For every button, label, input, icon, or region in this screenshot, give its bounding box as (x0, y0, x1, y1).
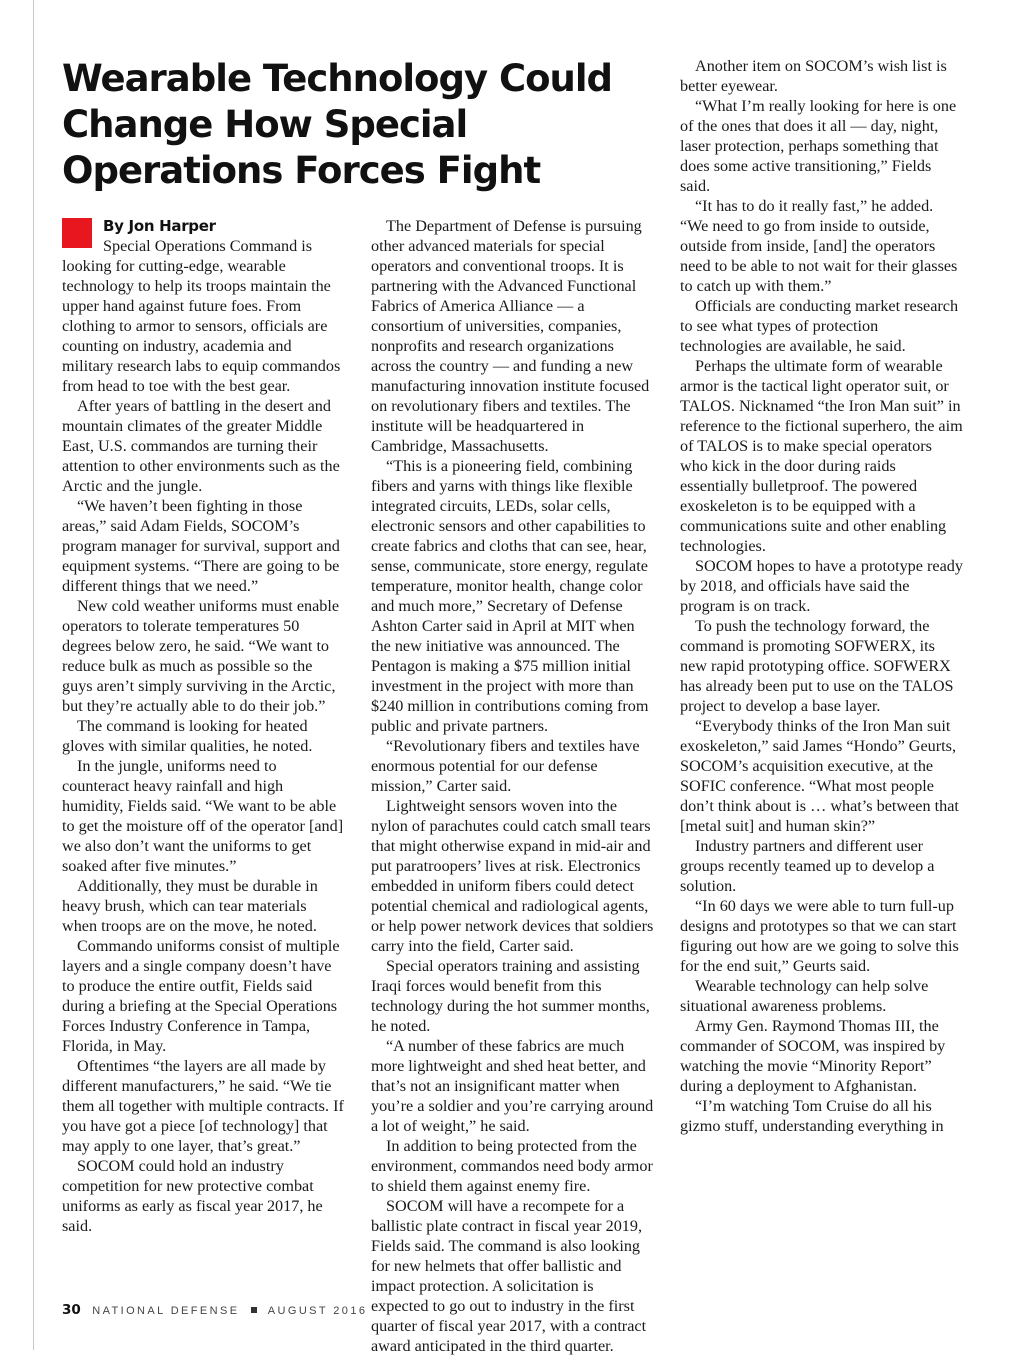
article-paragraph: Lightweight sensors woven into the nylon of parachutes could catch small tears that might otherwise expand in mid-air and put paratroopers’ lives at risk. Electronics embedded in uniform fibers could detect potential chemical and radiological agents, or help power network devices that soldiers carry into the field, Carter said. (371, 797, 654, 955)
page-number: 30 (62, 1302, 81, 1318)
article-paragraph: In addition to being protected from the environment, commandos need body armor to shield them against enemy fire. (371, 1137, 653, 1195)
article-paragraph: “It has to do it really fast,” he added. “We need to go from inside to outside, outside from inside, [and] the operators need to be able to not wait for their glasses to catch up with them.” (680, 197, 958, 295)
article-paragraph: Special operators training and assisting Iraqi forces would benefit from this technology during the hot summer months, he noted. (371, 957, 650, 1035)
article-paragraph: Industry partners and different user groups recently teamed up to develop a solution. (680, 837, 935, 895)
issue-date: AUGUST 2016 (267, 1305, 368, 1317)
article-paragraph: “What I’m really looking for here is one of the ones that does it all — day, night, laser protection, perhaps something that does some active transitioning,” Fields said. (680, 97, 957, 195)
article-paragraph: After years of battling in the desert and mountain climates of the greater Middle East, U.S. commandos are turning their attention to other environments such as the Arctic and the jungle. (62, 397, 340, 495)
article-paragraph: SOCOM will have a recompete for a ballistic plate contract in fiscal year 2019, Fields said. The command is also looking for new helmets that offer ballistic and impact protection. A solicitation is expected to go out to industry in the first quarter of fiscal year 2017, with a contract award anticipated in the third quarter. (371, 1197, 647, 1355)
article-paragraph: “In 60 days we were able to turn full-up designs and prototypes so that we can start figuring out how are we going to solve this for the end suit,” Geurts said. (680, 897, 959, 975)
article-paragraph: “A number of these fabrics are much more lightweight and shed heat better, and that’s not an insignificant matter when you’re a soldier and you’re carrying around a lot of weight,” he said. (371, 1037, 654, 1135)
article-paragraph: SOCOM hopes to have a prototype ready by 2018, and officials have said the program is on track. (680, 557, 963, 615)
page-edge-rule (33, 0, 34, 1350)
red-square-icon (62, 218, 92, 248)
article-column-2 (371, 216, 654, 1356)
article-paragraph: Another item on SOCOM’s wish list is better eyewear. (680, 57, 947, 95)
article-paragraph: “Revolutionary fibers and textiles have enormous potential for our defense mission,” Carter said. (371, 737, 640, 795)
article-paragraph: “Everybody thinks of the Iron Man suit exoskeleton,” said James “Hondo” Geurts, SOCOM’s acquisition executive, at the SOFIC conference. “What most people don’t think about is … what’s between that [metal suit] and human skin?” (680, 717, 959, 835)
article-paragraph: Wearable technology can help solve situational awareness problems. (680, 977, 929, 1015)
article-column-3 (680, 56, 963, 1136)
article-paragraph: Additionally, they must be durable in heavy brush, which can tear materials when troops are on the move, he noted. (62, 877, 318, 935)
article-paragraph: “We haven’t been fighting in those areas,” said Adam Fields, SOCOM’s program manager for survival, support and equipment systems. “There are going to be different things that we need.” (62, 497, 340, 595)
article-column-1 (62, 216, 345, 1236)
article-paragraph: In the jungle, uniforms need to counteract heavy rainfall and high humidity, Fields said. “We want to be able to get the moisture off of the operator [and] we also don’t want the uniforms to get soaked after five minutes.” (62, 757, 344, 875)
article-paragraph: “I’m watching Tom Cruise do all his gizmo stuff, understanding everything in (680, 1097, 944, 1135)
article-paragraph: The command is looking for heated gloves with similar qualities, he noted. (62, 717, 313, 755)
article-headline: Wearable Technology Could Change How Special Operations Forces Fight (62, 57, 613, 192)
article-paragraph: Special Operations Command is looking for cutting-edge, wearable technology to help its troops maintain the upper hand against future foes. From clothing to armor to sensors, officials are counting on industry, academia and military research labs to equip commandos from head to toe with the best gear. (62, 237, 341, 395)
article-paragraph: “This is a pioneering field, combining fibers and yarns with things like flexible integrated circuits, LEDs, solar cells, electronic sensors and other capabilities to create fabrics and cloths that can see, hear, sense, communicate, store energy, regulate temperature, monitor health, change color and much more,” Secretary of Defense Ashton Carter said in April at MIT when the new initiative was announced. The Pentagon is making a $75 million initial investment in the project with more than $240 million in contributions coming from public and private partners. (371, 457, 649, 735)
page-footer (62, 1302, 367, 1319)
article-byline: By Jon Harper (103, 217, 216, 235)
article-paragraph: The Department of Defense is pursuing other advanced materials for special operators and conventional troops. It is partnering with the Advanced Functional Fabrics of America Alliance — a consortium of universities, companies, nonprofits and research organizations across the country — and funding a new manufacturing innovation institute focused on revolutionary fibers and textiles. The institute will be headquartered in Cambridge, Massachusetts. (371, 217, 650, 455)
article-paragraph: Officials are conducting market research to see what types of protection technologies are available, he said. (680, 297, 959, 355)
article-paragraph: SOCOM could hold an industry competition for new protective combat uniforms as early as fiscal year 2017, he said. (62, 1157, 323, 1235)
article-paragraph: Oftentimes “the layers are all made by different manufacturers,” he said. “We tie them all together with multiple contracts. If you have got a piece [of technology] that may apply to one layer, that’s great.” (62, 1057, 344, 1155)
publication-name: NATIONAL DEFENSE (92, 1305, 240, 1317)
article-paragraph: Perhaps the ultimate form of wearable armor is the tactical light operator suit, or TALOS. Nicknamed “the Iron Man suit” in reference to the fictional superhero, the aim of TALOS is to make special operators who kick in the door during raids essentially bulletproof. The powered exoskeleton is to be equipped with a communications suite and other enabling technologies. (680, 357, 963, 555)
square-bullet-icon (251, 1307, 257, 1313)
article-paragraph: New cold weather uniforms must enable operators to tolerate temperatures 50 degrees below zero, he said. “We want to reduce bulk as much as possible so the guys aren’t simply surviving in the Arctic, but they’re actually able to do their job.” (62, 597, 340, 715)
article-paragraph: Commando uniforms consist of multiple layers and a single company doesn’t have to produce the entire outfit, Fields said during a briefing at the Special Operations Forces Industry Conference in Tampa, Florida, in May. (62, 937, 340, 1055)
article-paragraph: Army Gen. Raymond Thomas III, the commander of SOCOM, was inspired by watching the movie “Minority Report” during a deployment to Afghanistan. (680, 1017, 946, 1095)
article-paragraph: To push the technology forward, the command is promoting SOFWERX, its new rapid prototyping office. SOFWERX has already been put to use on the TALOS project to develop a base layer. (680, 617, 954, 715)
